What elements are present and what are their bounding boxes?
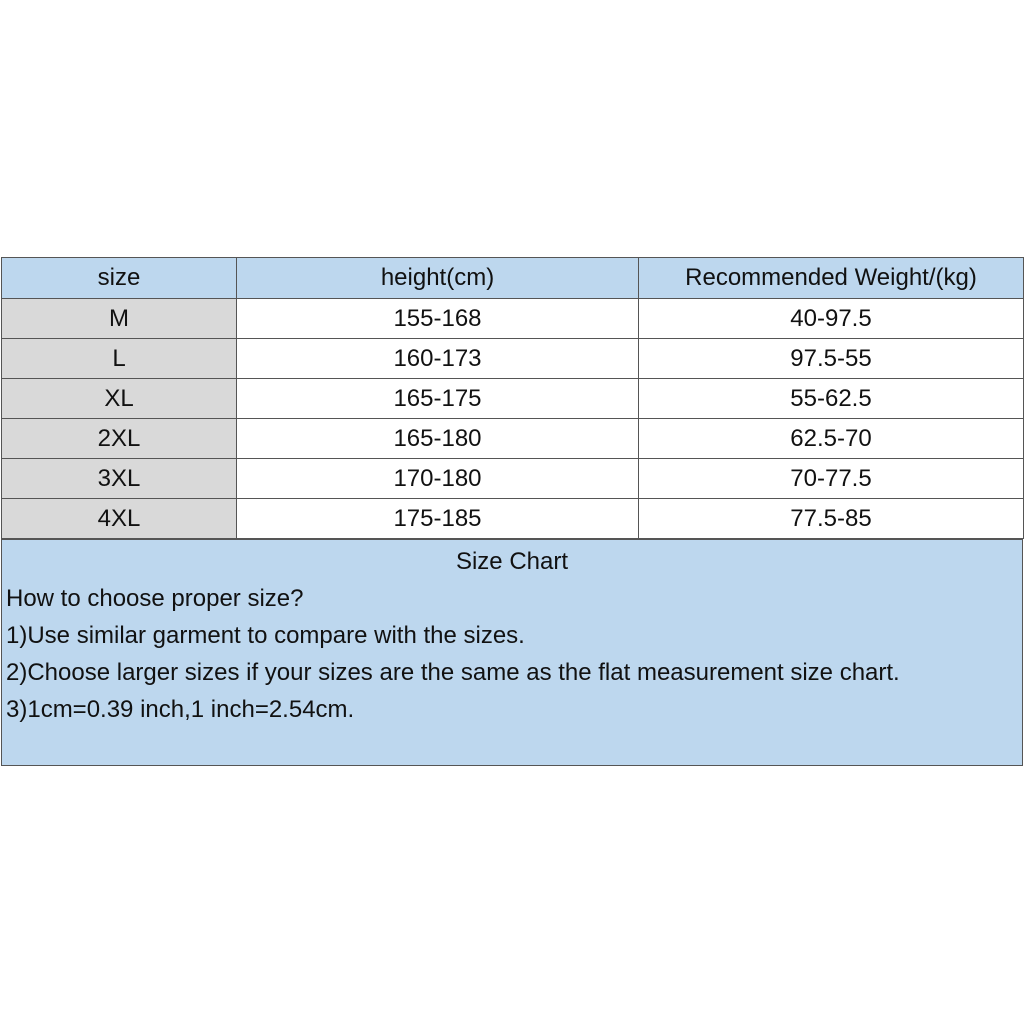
weight-cell: 70-77.5 (639, 459, 1024, 499)
header-recommended-weight: Recommended Weight/(kg) (639, 258, 1024, 299)
table-row (2, 419, 1024, 459)
height-cell: 155-168 (237, 299, 639, 339)
table-row (2, 499, 1024, 539)
size-tip: 2)Choose larger sizes if your sizes are the same as the flat measurement size chart. (6, 659, 900, 686)
size-chart-table (1, 257, 1024, 539)
size-tip: 3)1cm=0.39 inch,1 inch=2.54cm. (6, 696, 355, 723)
size-question: How to choose proper size? (6, 585, 304, 612)
weight-cell: 77.5-85 (639, 499, 1024, 539)
header-size: size (2, 258, 237, 299)
height-cell: 165-180 (237, 419, 639, 459)
size-cell: M (2, 299, 237, 339)
header-height: height(cm) (237, 258, 639, 299)
size-notes-panel (1, 539, 1023, 766)
table-row (2, 379, 1024, 419)
weight-cell: 55-62.5 (639, 379, 1024, 419)
table-row (2, 459, 1024, 499)
height-cell: 165-175 (237, 379, 639, 419)
weight-cell: 40-97.5 (639, 299, 1024, 339)
size-cell: XL (2, 379, 237, 419)
size-cell: 4XL (2, 499, 237, 539)
size-tip: 1)Use similar garment to compare with the sizes. (6, 622, 525, 649)
size-cell: 3XL (2, 459, 237, 499)
height-cell: 175-185 (237, 499, 639, 539)
table-row (2, 299, 1024, 339)
size-chart-caption: Size Chart (455, 548, 569, 575)
size-cell: L (2, 339, 237, 379)
table-header-row (2, 258, 1024, 299)
height-cell: 170-180 (237, 459, 639, 499)
weight-cell: 62.5-70 (639, 419, 1024, 459)
size-cell: 2XL (2, 419, 237, 459)
weight-cell: 97.5-55 (639, 339, 1024, 379)
height-cell: 160-173 (237, 339, 639, 379)
table-row (2, 339, 1024, 379)
